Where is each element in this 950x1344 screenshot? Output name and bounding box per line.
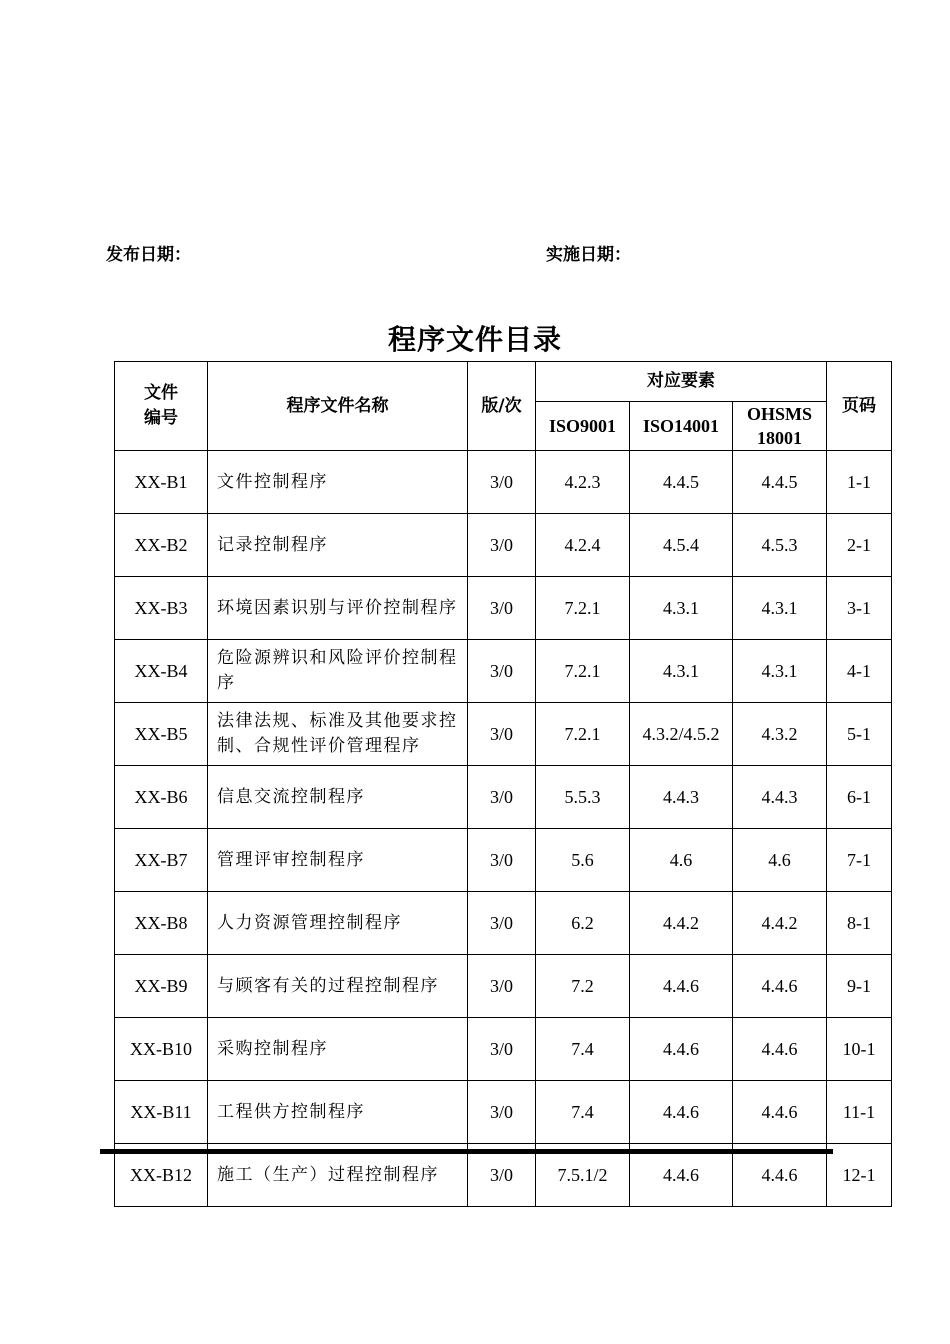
table-row [115,514,892,577]
ohsms-cell: 4.6 [733,829,827,892]
doc-name-cell: 采购控制程序 [208,1018,468,1081]
table-row [115,829,892,892]
version-cell: 3/0 [468,1081,536,1144]
version-cell: 3/0 [468,577,536,640]
page-cell: 9-1 [827,955,892,1018]
iso14001-cell: 4.3.1 [630,577,733,640]
version-cell: 3/0 [468,514,536,577]
doc-name-cell: 文件控制程序 [208,451,468,514]
doc-code-cell: XX-B11 [115,1081,208,1144]
header-version: 版/次 [468,362,536,451]
version-cell: 3/0 [468,1018,536,1081]
table-row [115,451,892,514]
iso14001-cell: 4.4.5 [630,451,733,514]
page-cell: 5-1 [827,703,892,766]
table-row [115,892,892,955]
doc-code-cell: XX-B9 [115,955,208,1018]
version-cell: 3/0 [468,703,536,766]
doc-code-cell: XX-B8 [115,892,208,955]
doc-name-cell: 法律法规、标准及其他要求控制、合规性评价管理程序 [208,703,468,766]
ohsms-cell: 4.5.3 [733,514,827,577]
iso9001-cell: 7.2.1 [536,577,630,640]
table-row [115,703,892,766]
page-cell: 1-1 [827,451,892,514]
release-date-label: 发布日期： [106,245,191,265]
version-cell: 3/0 [468,955,536,1018]
iso9001-cell: 7.2.1 [536,703,630,766]
ohsms-cell: 4.4.6 [733,1018,827,1081]
ohsms-cell: 4.4.6 [733,1081,827,1144]
header-name: 程序文件名称 [208,362,468,451]
ohsms-cell: 4.3.1 [733,577,827,640]
iso9001-cell: 4.2.3 [536,451,630,514]
document-title: 程序文件目录 [387,323,562,356]
doc-name-cell: 人力资源管理控制程序 [208,892,468,955]
header-iso9001: ISO9001 [536,402,630,451]
version-cell: 3/0 [468,829,536,892]
page-cell: 10-1 [827,1018,892,1081]
doc-code-cell: XX-B12 [115,1144,208,1207]
version-cell: 3/0 [468,640,536,703]
iso14001-cell: 4.4.6 [630,1018,733,1081]
iso9001-cell: 7.4 [536,1018,630,1081]
header-iso14001: ISO14001 [630,402,733,451]
version-cell: 3/0 [468,766,536,829]
table-row [115,577,892,640]
table-row [115,766,892,829]
doc-code-cell: XX-B6 [115,766,208,829]
page-cell: 6-1 [827,766,892,829]
iso14001-cell: 4.4.6 [630,1081,733,1144]
iso9001-cell: 7.4 [536,1081,630,1144]
ohsms-cell: 4.4.6 [733,1144,827,1207]
iso9001-cell: 7.2.1 [536,640,630,703]
horizontal-rule [100,1149,833,1154]
doc-code-cell: XX-B1 [115,451,208,514]
procedure-catalog-table [114,361,892,1207]
page-cell: 8-1 [827,892,892,955]
table-row [115,1081,892,1144]
version-cell: 3/0 [468,1144,536,1207]
doc-name-cell: 环境因素识别与评价控制程序 [208,577,468,640]
page-cell: 2-1 [827,514,892,577]
doc-code-cell: XX-B5 [115,703,208,766]
doc-name-cell: 施工（生产）过程控制程序 [208,1144,468,1207]
ohsms-cell: 4.4.5 [733,451,827,514]
table-row [115,955,892,1018]
ohsms-cell: 4.4.3 [733,766,827,829]
doc-name-cell: 与顾客有关的过程控制程序 [208,955,468,1018]
iso14001-cell: 4.4.3 [630,766,733,829]
iso9001-cell: 5.6 [536,829,630,892]
iso14001-cell: 4.4.2 [630,892,733,955]
doc-name-cell: 信息交流控制程序 [208,766,468,829]
ohsms-cell: 4.3.2 [733,703,827,766]
iso9001-cell: 7.5.1/2 [536,1144,630,1207]
doc-name-cell: 管理评审控制程序 [208,829,468,892]
iso14001-cell: 4.4.6 [630,1144,733,1207]
iso14001-cell: 4.4.6 [630,955,733,1018]
iso9001-cell: 4.2.4 [536,514,630,577]
iso14001-cell: 4.5.4 [630,514,733,577]
iso14001-cell: 4.3.2/4.5.2 [630,703,733,766]
version-cell: 3/0 [468,451,536,514]
iso9001-cell: 7.2 [536,955,630,1018]
effective-date-label: 实施日期： [546,245,631,265]
table-row [115,1018,892,1081]
header-elements: 对应要素 [536,362,827,402]
doc-code-cell: XX-B7 [115,829,208,892]
ohsms-cell: 4.4.6 [733,955,827,1018]
page-cell: 11-1 [827,1081,892,1144]
version-cell: 3/0 [468,892,536,955]
header-page: 页码 [827,362,892,451]
doc-code-cell: XX-B3 [115,577,208,640]
table-row [115,640,892,703]
doc-name-cell: 记录控制程序 [208,514,468,577]
page-cell: 3-1 [827,577,892,640]
doc-name-cell: 危险源辨识和风险评价控制程序 [208,640,468,703]
header-ohsms: OHSMS 18001 [733,402,827,451]
iso14001-cell: 4.3.1 [630,640,733,703]
doc-code-cell: XX-B2 [115,514,208,577]
page-cell: 4-1 [827,640,892,703]
page-cell: 7-1 [827,829,892,892]
doc-code-cell: XX-B4 [115,640,208,703]
page-cell: 12-1 [827,1144,892,1207]
doc-name-cell: 工程供方控制程序 [208,1081,468,1144]
doc-code-cell: XX-B10 [115,1018,208,1081]
iso9001-cell: 5.5.3 [536,766,630,829]
header-doc-no: 文件编号 [115,362,208,451]
iso9001-cell: 6.2 [536,892,630,955]
ohsms-cell: 4.4.2 [733,892,827,955]
iso14001-cell: 4.6 [630,829,733,892]
ohsms-cell: 4.3.1 [733,640,827,703]
